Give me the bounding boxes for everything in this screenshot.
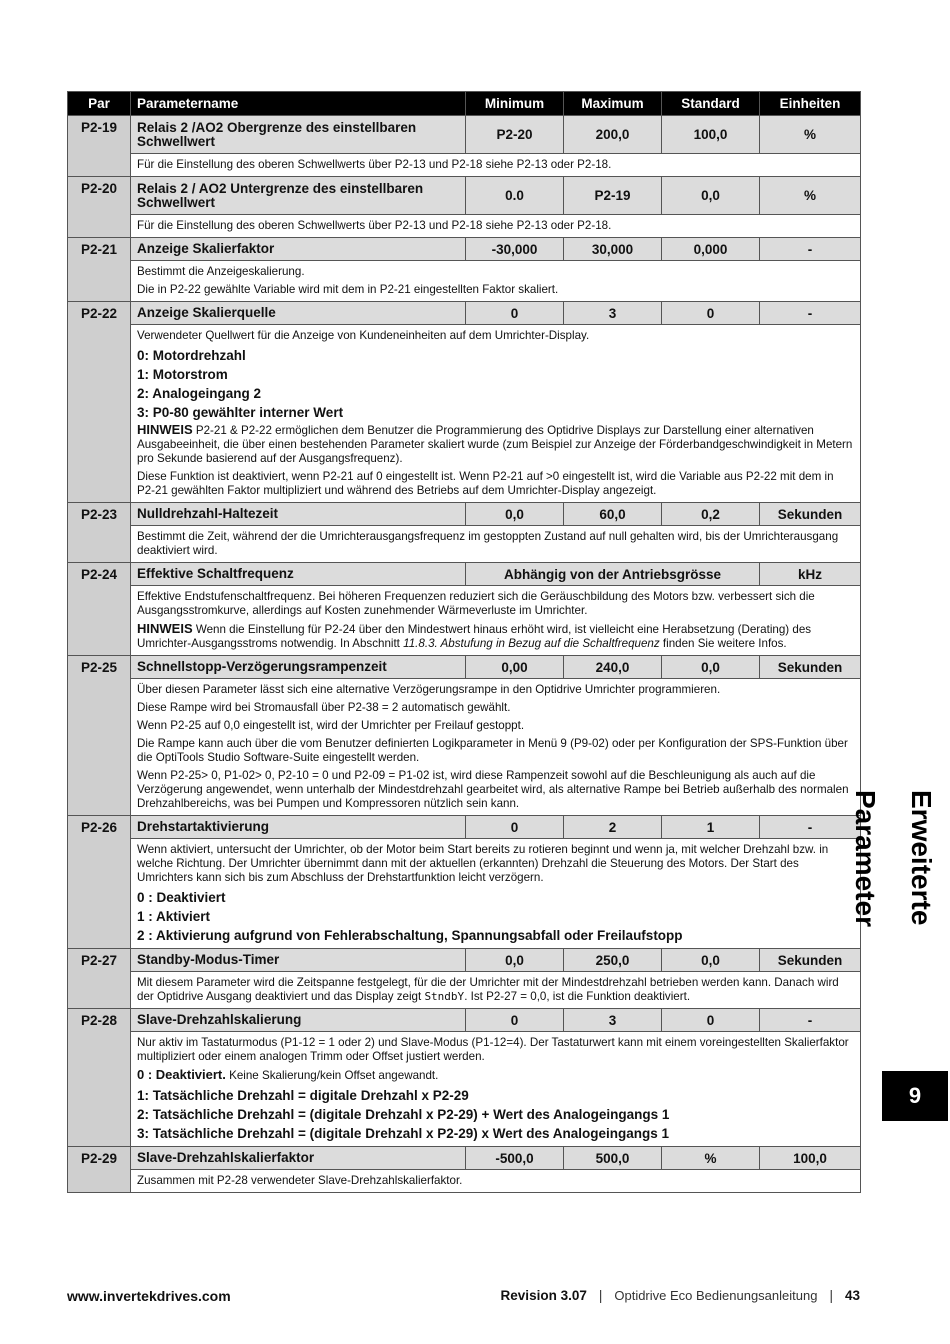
param-min: 0,00 [466,656,564,679]
param-description [131,526,861,563]
param-name: Standby-Modus-Timer [131,949,466,972]
header-max: Maximum [564,92,662,116]
param-name: Slave-Drehzahlskalierfaktor [131,1147,466,1170]
param-id: P2-25 [68,656,131,816]
header-par: Par [68,92,131,116]
display-readout: StndbY [424,990,465,1003]
hinweis-label: HINWEIS [137,621,193,636]
param-unit: - [760,1009,861,1032]
param-max: 3 [564,1009,662,1032]
param-unit: kHz [760,563,861,586]
table-row [68,116,861,154]
table-row [68,302,861,325]
option-item: 1 : Aktiviert [137,909,211,924]
desc-text: Nur aktiv im Tastaturmodus (P1-12 = 1 oder 2) und Slave-Modus (P1-12=4). Der Tastaturwert kann mit einem voreingestellten Skalierfaktor multipliziert oder einem analogen Trimm oder Offset justiert werden. [137,1036,849,1063]
footer-separator: | [829,1288,833,1303]
option-item: 1: Motorstrom [137,367,228,382]
footer-website: www.invertekdrives.com [67,1288,231,1304]
param-name: Schnellstopp-Verzögerungsrampenzeit [131,656,466,679]
param-std: 100,0 [662,116,760,154]
param-std: 0 [662,302,760,325]
hinweis-text: Wenn die Einstellung für P2-24 über den Mindestwert hinaus erhöht wird, ist vielleicht eine Herabsetzung (Derating) des Umrichter-Ausgangsstroms notwendig. In Abschnitt [137,623,812,650]
param-name: Relais 2 / AO2 Untergrenze des einstellbaren Schwellwert [131,177,466,215]
param-range: Abhängig von der Antriebsgrösse [466,563,760,586]
param-max: 200,0 [564,116,662,154]
footer-manual-title: Optidrive Eco Bedienungsanleitung [614,1288,818,1303]
table-row-desc [68,1032,861,1147]
param-max: 3 [564,302,662,325]
table-row [68,816,861,839]
param-std: 0,0 [662,656,760,679]
table-row-desc [68,325,861,503]
param-name: Drehstartaktivierung [131,816,466,839]
param-id: P2-27 [68,949,131,1009]
param-description [131,154,861,177]
desc-text: Diese Funktion ist deaktiviert, wenn P2-21 auf 0 eingestellt ist. Wenn P2-21 auf >0 eingestellt ist, wird die Variable aus P2-22 mit dem in P2-21 gewählten Faktor multipliziert und während des Betriebs auf dem Umrichter-Display angezeigt. [137,470,834,497]
param-name: Anzeige Skalierfaktor [131,238,466,261]
desc-text-a: Mit diesem Parameter wird die Zeitspanne festgelegt, für die der Umrichter mit der Mindestdrehzahl betrieben werden kann. Danach wird der Optidrive Ausgang deaktiviert und das Display zeigt [137,976,839,1003]
param-max: P2-19 [564,177,662,215]
table-row [68,177,861,215]
param-std: % [662,1147,760,1170]
option-item [137,1068,854,1083]
param-unit: % [760,177,861,215]
param-id: P2-22 [68,302,131,503]
table-row-desc [68,1170,861,1193]
desc-text-b: . Ist P2-27 = 0,0, ist die Funktion deaktiviert. [464,990,691,1003]
table-row [68,503,861,526]
footer-separator: | [598,1288,603,1303]
option-item: 2 : Aktivierung aufgrund von Fehlerabschaltung, Spannungsabfall oder Freilaufstopp [137,928,683,943]
header-std: Standard [662,92,760,116]
param-description [131,1032,861,1147]
desc-text: Bestimmt die Zeit, während der die Umrichterausgangsfrequenz im gestoppten Zustand auf null gehalten wird, bis der Umrichterausgang deaktiviert wird. [137,530,839,557]
param-std: 0,0 [662,949,760,972]
option-item: 3: Tatsächliche Drehzahl = (digitale Drehzahl x P2-29) x Wert des Analogeingangs 1 [137,1126,670,1141]
desc-text: Zusammen mit P2-28 verwendeter Slave-Drehzahlskalierfaktor. [137,1174,463,1187]
param-description [131,586,861,656]
table-row [68,563,861,586]
param-max: 250,0 [564,949,662,972]
footer-revision: Revision 3.07 [500,1288,587,1303]
desc-text: Für die Einstellung des oberen Schwellwerts über P2-13 und P2-18 siehe P2-13 oder P2-18. [137,219,612,232]
param-name: Anzeige Skalierquelle [131,302,466,325]
footer-info [501,1288,860,1303]
param-id: P2-29 [68,1147,131,1193]
option-item: 1: Tatsächliche Drehzahl = digitale Drehzahl x P2-29 [137,1088,469,1103]
param-min: -500,0 [466,1147,564,1170]
table-header-row [68,92,861,116]
desc-text: Die in P2-22 gewählte Variable wird mit dem in P2-21 eingestellten Faktor skaliert. [137,283,559,296]
table-row [68,238,861,261]
option-item: 0 : Deaktiviert [137,890,226,905]
param-name: Slave-Drehzahlskalierung [131,1009,466,1032]
hinweis-note [137,423,854,466]
param-min: 0 [466,816,564,839]
table-row-desc [68,261,861,302]
table-row [68,1009,861,1032]
param-name: Nulldrehzahl-Haltezeit [131,503,466,526]
desc-text: Diese Rampe wird bei Stromausfall über P2-38 = 2 automatisch gewählt. [137,701,511,714]
param-min: 0,0 [466,949,564,972]
chapter-number-badge: 9 [882,1071,948,1121]
param-std: 0,0 [662,177,760,215]
table-row-desc [68,839,861,949]
param-description [131,972,861,1009]
desc-text: Über diesen Parameter lässt sich eine alternative Verzögerungsrampe in den Optidrive Umrichter programmieren. [137,683,721,696]
param-unit: % [760,116,861,154]
option-item: 2: Tatsächliche Drehzahl = (digitale Drehzahl x P2-29) + Wert des Analogeingangs 1 [137,1107,670,1122]
param-min: 0.0 [466,177,564,215]
option-text: Keine Skalierung/kein Offset angewandt. [225,1069,439,1082]
param-std: 0 [662,1009,760,1032]
param-unit: - [760,302,861,325]
param-description [131,839,861,949]
param-max: 2 [564,816,662,839]
option-label: 0 : Deaktiviert. [137,1067,226,1082]
param-unit: - [760,238,861,261]
param-id: P2-20 [68,177,131,238]
table-row [68,1147,861,1170]
desc-text: Bestimmt die Anzeigeskalierung. [137,265,305,278]
table-row-desc [68,215,861,238]
desc-text: Die Rampe kann auch über die vom Benutzer definierten Logikparameter in Menü 9 (P9-02) oder per Konfiguration der SPS-Funktion über die OptiTools Studio Software-Suite eingestellt werden. [137,737,848,764]
table-row-desc [68,679,861,816]
param-max: 30,000 [564,238,662,261]
param-id: P2-23 [68,503,131,563]
param-name: Effektive Schaltfrequenz [131,563,466,586]
desc-text: Wenn aktiviert, untersucht der Umrichter, ob der Motor beim Start bereits zu rotieren beginnt und wenn ja, mit welcher Drehzahl bzw. in welche Richtung. Der Umrichter übernimmt dann mit der aktuellen (erkannten) Drehzahl die Steuerung des Motors. Der Start des Umrichters kann sich bis zum Abschluss der Drehstartfunktion leicht verzögern. [137,843,829,884]
table-row-desc [68,972,861,1009]
param-id: P2-21 [68,238,131,302]
section-reference: 11.8.3. Abstufung in Bezug auf die Schaltfrequenz [403,637,660,650]
param-max: 500,0 [564,1147,662,1170]
param-unit: - [760,816,861,839]
param-std: 0,2 [662,503,760,526]
param-id: P2-24 [68,563,131,656]
hinweis-text: P2-21 & P2-22 ermöglichen dem Benutzer die Programmierung des Optidrive Displays zur Darstellung einer alternativen Ausgabeeinheit, die über einen bestehenden Parameter skaliert wurde (zum Beispiel zur Anzeige der Förderbandgeschwindigkeit in Metern pro Sekunde basierend auf der Ausgangsfrequenz). [137,424,853,465]
param-unit: 100,0 [760,1147,861,1170]
param-max: 60,0 [564,503,662,526]
param-description [131,1170,861,1193]
table-row [68,656,861,679]
param-min: -30,000 [466,238,564,261]
param-name: Relais 2 /AO2 Obergrenze des einstellbaren Schwellwert [131,116,466,154]
param-description [131,679,861,816]
hinweis-note [137,622,854,651]
desc-text: Wenn P2-25> 0, P1-02> 0, P2-10 = 0 und P2-09 = P1-02 ist, wird diese Rampenzeit sowohl auf die Beschleunigung als auch auf die Verzögerung angewendet, wenn unterhalb der Mindestdrehzahl gearbeitet wird, als alternative Rampe bei Betrieb außerhalb des normalen Drehzahlbereichs, was bei Pumpen und Kompressoren nützlich sein kann. [137,769,849,810]
param-id: P2-19 [68,116,131,177]
param-unit: Sekunden [760,949,861,972]
header-unit: Einheiten [760,92,861,116]
param-min: 0,0 [466,503,564,526]
table-row [68,949,861,972]
param-description [131,215,861,238]
param-min: 0 [466,1009,564,1032]
param-description [131,261,861,302]
param-min: P2-20 [466,116,564,154]
header-min: Minimum [466,92,564,116]
param-unit: Sekunden [760,503,861,526]
footer-page-number: 43 [844,1288,860,1303]
param-std: 0,000 [662,238,760,261]
desc-text [137,976,854,1004]
table-row-desc [68,586,861,656]
param-id: P2-26 [68,816,131,949]
desc-text: Wenn P2-25 auf 0,0 eingestellt ist, wird der Umrichter per Freilauf gestoppt. [137,719,525,732]
header-name: Parametername [131,92,466,116]
hinweis-label: HINWEIS [137,422,193,437]
param-min: 0 [466,302,564,325]
desc-text: Für die Einstellung des oberen Schwellwerts über P2-13 und P2-18 siehe P2-13 oder P2-18. [137,158,612,171]
param-description [131,325,861,503]
option-item: 2: Analogeingang 2 [137,386,262,401]
desc-text: Verwendeter Quellwert für die Anzeige von Kundeneinheiten auf dem Umrichter-Display. [137,329,590,342]
param-max: 240,0 [564,656,662,679]
option-item: 0: Motordrehzahl [137,348,246,363]
param-unit: Sekunden [760,656,861,679]
hinweis-tail: finden Sie weitere Infos. [659,637,787,650]
table-row-desc [68,526,861,563]
table-row-desc [68,154,861,177]
param-id: P2-28 [68,1009,131,1147]
param-std: 1 [662,816,760,839]
chapter-side-title: Erweiterte Parameter [850,790,937,927]
desc-text: Effektive Endstufenschaltfrequenz. Bei höheren Frequenzen reduziert sich die Geräuschbildung des Motors bzw. verbessert sich die Ausgangsstromkurve, allerdings auf Kosten zunehmender Wärmeverluste im Umrichter. [137,590,815,617]
option-item: 3: P0-80 gewählter interner Wert [137,405,344,420]
parameter-table [67,91,861,1193]
